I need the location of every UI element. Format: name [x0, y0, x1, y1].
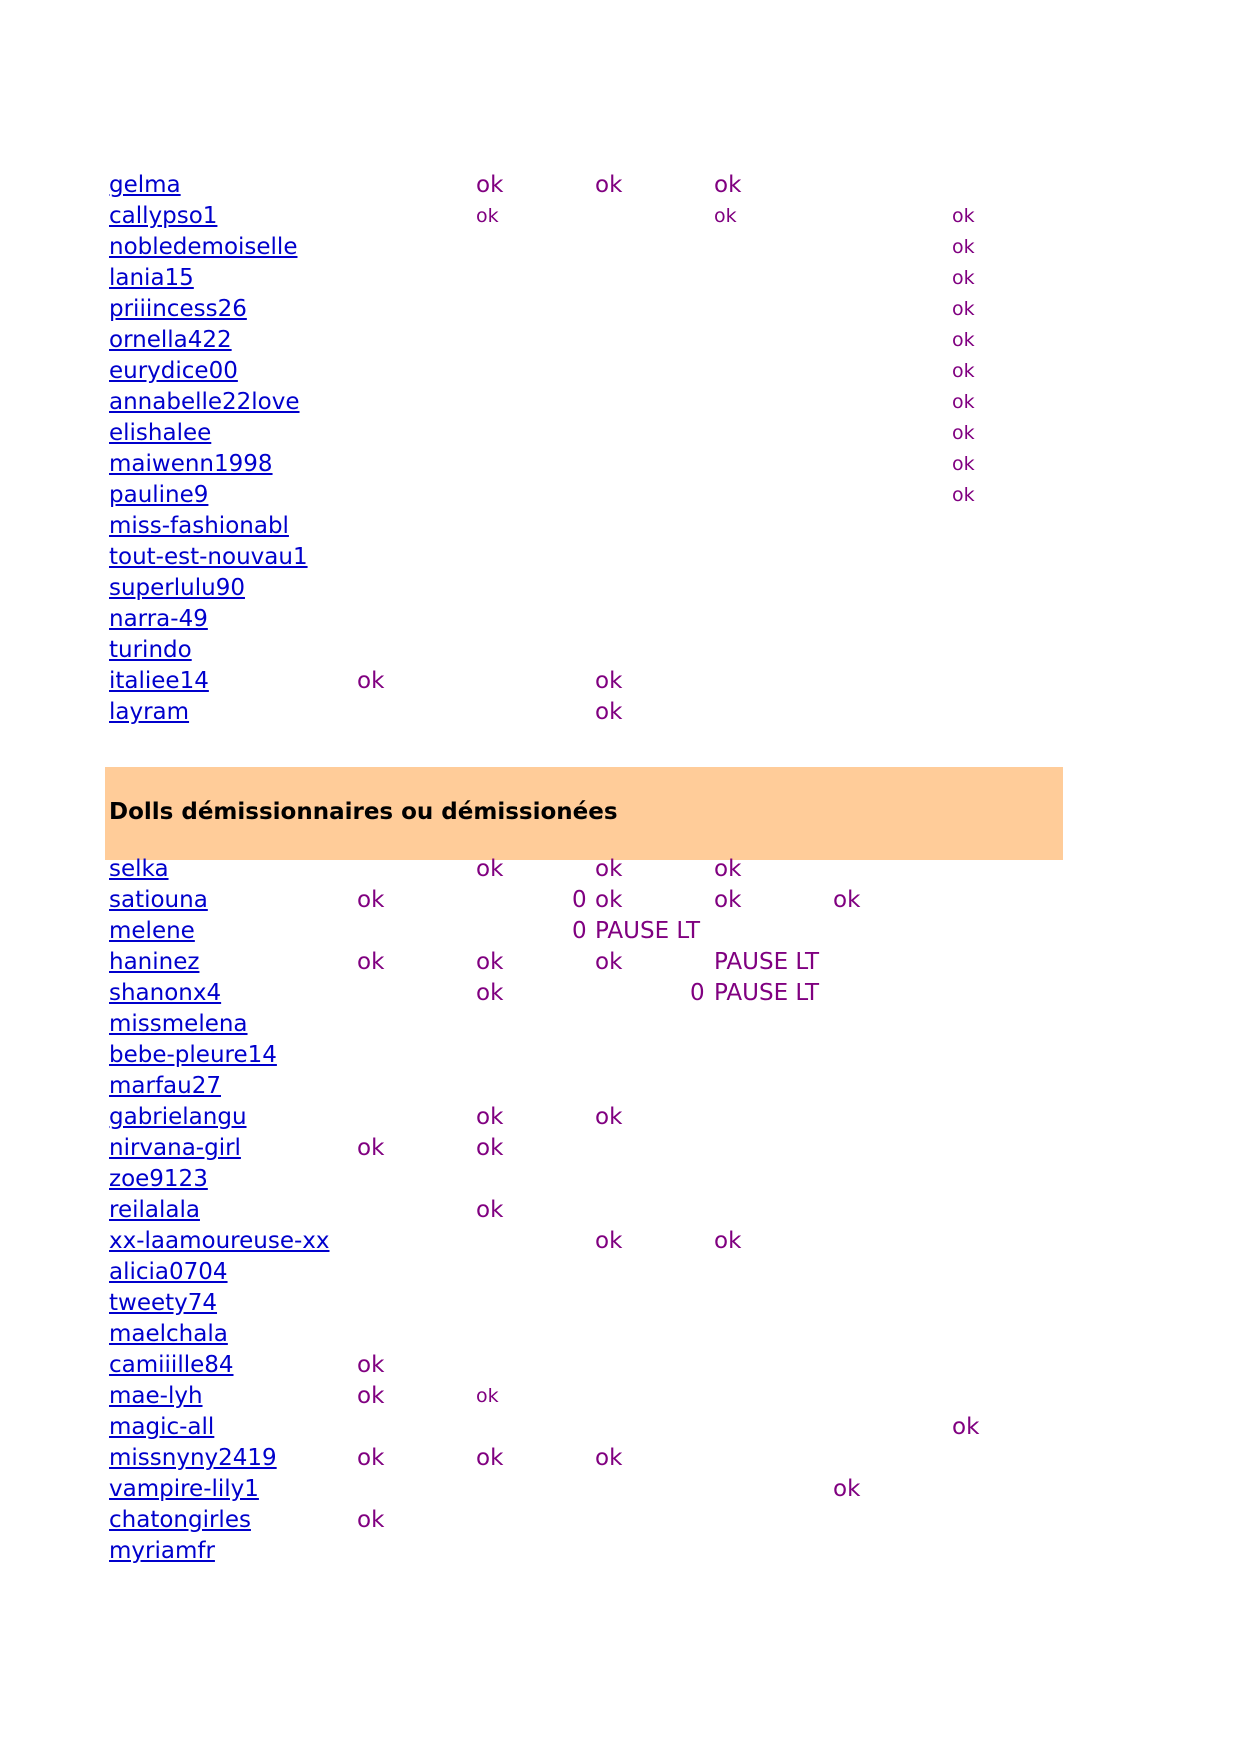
- table-row: [0, 480, 1241, 511]
- zero-value-cell: 0: [572, 918, 587, 944]
- member-name-link[interactable]: narra-49: [109, 606, 208, 632]
- member-name-link[interactable]: nirvana-girl: [109, 1135, 241, 1161]
- table-row: [0, 1102, 1241, 1133]
- member-name-link[interactable]: gelma: [109, 172, 181, 198]
- section-header-band: [105, 767, 1063, 860]
- member-name-link[interactable]: tweety74: [109, 1290, 218, 1316]
- table-row: [0, 1474, 1241, 1505]
- status-cell: ok: [595, 1228, 623, 1254]
- table-row: [0, 511, 1241, 542]
- member-name-link[interactable]: bebe-pleure14: [109, 1042, 277, 1068]
- status-cell: PAUSE LT: [714, 949, 820, 975]
- table-row: [0, 356, 1241, 387]
- status-cell: ok: [833, 887, 861, 913]
- member-name-link[interactable]: mae-lyh: [109, 1383, 203, 1409]
- status-cell: ok: [952, 360, 975, 382]
- status-cell: ok: [357, 1507, 385, 1533]
- status-cell: ok: [595, 1104, 623, 1130]
- member-name-link[interactable]: tout-est-nouvau1: [109, 544, 308, 570]
- member-name-link[interactable]: satiouna: [109, 887, 208, 913]
- status-cell: ok: [952, 1414, 980, 1440]
- status-cell: ok: [714, 887, 742, 913]
- status-cell: ok: [357, 1135, 385, 1161]
- member-name-link[interactable]: callypso1: [109, 203, 218, 229]
- table-row: [0, 1381, 1241, 1412]
- member-name-link[interactable]: missnyny2419: [109, 1445, 277, 1471]
- table-row: [0, 604, 1241, 635]
- table-row: [0, 666, 1241, 697]
- status-cell: ok: [952, 267, 975, 289]
- member-name-link[interactable]: gabrielangu: [109, 1104, 247, 1130]
- table-row: [0, 1257, 1241, 1288]
- status-cell: ok: [357, 1352, 385, 1378]
- status-cell: ok: [595, 1445, 623, 1471]
- status-cell: PAUSE LT: [595, 918, 701, 944]
- member-name-link[interactable]: superlulu90: [109, 575, 245, 601]
- table-row: [0, 1288, 1241, 1319]
- status-cell: ok: [714, 205, 737, 227]
- member-name-link[interactable]: maiwenn1998: [109, 451, 273, 477]
- status-cell: ok: [952, 329, 975, 351]
- table-row: [0, 1505, 1241, 1536]
- member-name-link[interactable]: melene: [109, 918, 195, 944]
- member-name-link[interactable]: vampire-lily1: [109, 1476, 259, 1502]
- status-cell: ok: [714, 1228, 742, 1254]
- status-cell: ok: [476, 1385, 499, 1407]
- table-row: [0, 1009, 1241, 1040]
- table-row: [0, 573, 1241, 604]
- status-cell: ok: [595, 172, 623, 198]
- table-row: [0, 1536, 1241, 1567]
- status-cell: ok: [476, 980, 504, 1006]
- table-row: [0, 635, 1241, 666]
- table-row: [0, 449, 1241, 480]
- member-name-link[interactable]: selka: [109, 856, 169, 882]
- status-cell: ok: [476, 205, 499, 227]
- status-cell: ok: [476, 949, 504, 975]
- member-name-link[interactable]: miss-fashionabl: [109, 513, 289, 539]
- member-name-link[interactable]: myriamfr: [109, 1538, 215, 1564]
- member-name-link[interactable]: lania15: [109, 265, 194, 291]
- member-name-link[interactable]: shanonx4: [109, 980, 222, 1006]
- member-name-link[interactable]: haninez: [109, 949, 200, 975]
- table-row: [0, 1350, 1241, 1381]
- member-name-link[interactable]: zoe9123: [109, 1166, 208, 1192]
- member-name-link[interactable]: annabelle22love: [109, 389, 300, 415]
- status-cell: ok: [833, 1476, 861, 1502]
- member-name-link[interactable]: turindo: [109, 637, 192, 663]
- status-cell: ok: [952, 422, 975, 444]
- table-row: [0, 418, 1241, 449]
- member-name-link[interactable]: marfau27: [109, 1073, 221, 1099]
- status-cell: ok: [952, 298, 975, 320]
- member-name-link[interactable]: maelchala: [109, 1321, 228, 1347]
- status-cell: ok: [357, 887, 385, 913]
- member-name-link[interactable]: xx-laamoureuse-xx: [109, 1228, 330, 1254]
- table-row: [0, 1195, 1241, 1226]
- table-row: [0, 1319, 1241, 1350]
- zero-value-cell: 0: [572, 887, 587, 913]
- table-row: [0, 1040, 1241, 1071]
- status-cell: ok: [952, 484, 975, 506]
- status-cell: ok: [595, 668, 623, 694]
- status-cell: ok: [595, 949, 623, 975]
- table-row: [0, 885, 1241, 916]
- status-cell: ok: [714, 172, 742, 198]
- status-cell: ok: [476, 856, 504, 882]
- member-name-link[interactable]: alicia0704: [109, 1259, 228, 1285]
- status-cell: ok: [714, 856, 742, 882]
- member-name-link[interactable]: reilalala: [109, 1197, 200, 1223]
- status-cell: ok: [952, 205, 975, 227]
- status-cell: PAUSE LT: [714, 980, 820, 1006]
- member-name-link[interactable]: ornella422: [109, 327, 232, 353]
- table-row: [0, 542, 1241, 573]
- member-name-link[interactable]: eurydice00: [109, 358, 238, 384]
- status-cell: ok: [476, 1135, 504, 1161]
- table-row: [0, 916, 1241, 947]
- status-cell: ok: [595, 887, 623, 913]
- table-row: [0, 294, 1241, 325]
- member-name-link[interactable]: camiiille84: [109, 1352, 234, 1378]
- member-name-link[interactable]: elishalee: [109, 420, 212, 446]
- table-row: [0, 170, 1241, 201]
- member-name-link[interactable]: missmelena: [109, 1011, 248, 1037]
- status-cell: ok: [476, 1197, 504, 1223]
- member-name-link[interactable]: layram: [109, 699, 190, 725]
- status-cell: ok: [476, 172, 504, 198]
- status-cell: ok: [595, 856, 623, 882]
- status-cell: ok: [476, 1104, 504, 1130]
- table-row: [0, 1164, 1241, 1195]
- table-row: [0, 201, 1241, 232]
- table-row: [0, 697, 1241, 728]
- member-name-link[interactable]: nobledemoiselle: [109, 234, 298, 260]
- status-cell: ok: [952, 453, 975, 475]
- member-name-link[interactable]: priiincess26: [109, 296, 247, 322]
- status-cell: ok: [476, 1445, 504, 1471]
- table-row: [0, 947, 1241, 978]
- table-row: [0, 978, 1241, 1009]
- table-row: [0, 1133, 1241, 1164]
- table-row: [0, 1412, 1241, 1443]
- member-name-link[interactable]: chatongirles: [109, 1507, 251, 1533]
- table-row: [0, 1443, 1241, 1474]
- status-cell: ok: [357, 668, 385, 694]
- member-name-link[interactable]: pauline9: [109, 482, 209, 508]
- table-row: [0, 263, 1241, 294]
- section-title: Dolls démissionnaires ou démissionées: [109, 799, 618, 825]
- table-row: [0, 325, 1241, 356]
- table-row: [0, 1071, 1241, 1102]
- status-cell: ok: [357, 1383, 385, 1409]
- status-cell: ok: [952, 236, 975, 258]
- member-name-link[interactable]: magic-all: [109, 1414, 215, 1440]
- status-cell: ok: [357, 949, 385, 975]
- status-cell: ok: [595, 699, 623, 725]
- table-row: [0, 854, 1241, 885]
- status-cell: ok: [952, 391, 975, 413]
- table-row: [0, 232, 1241, 263]
- table-row: [0, 1226, 1241, 1257]
- status-cell: ok: [357, 1445, 385, 1471]
- member-name-link[interactable]: italiee14: [109, 668, 209, 694]
- table-row: [0, 387, 1241, 418]
- zero-value-cell: 0: [690, 980, 705, 1006]
